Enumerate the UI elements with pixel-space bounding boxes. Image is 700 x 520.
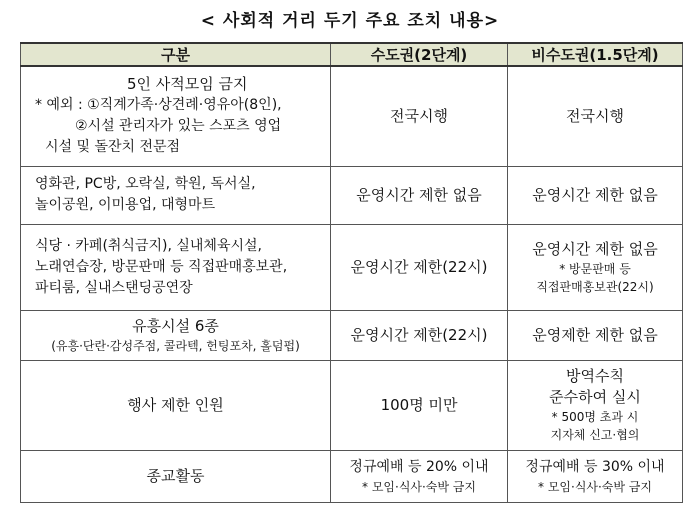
metro-text: 운영시간 제한(22시)	[350, 325, 488, 344]
metro-text: 운영시간 제한(22시)	[350, 257, 488, 276]
nonmetro-cell	[508, 166, 683, 224]
metro-cell	[331, 66, 508, 166]
metro-cell	[331, 360, 508, 450]
header-category: 구분	[21, 43, 331, 66]
metro-note: * 모임·식사·숙박 금지	[362, 479, 476, 494]
category-cell	[21, 66, 331, 166]
nonmetro-cell	[508, 360, 683, 450]
metro-cell	[331, 450, 508, 502]
nonmetro-text: 정규예배 등 30% 이내	[525, 458, 665, 475]
nonmetro-note: * 방문판매 등	[559, 261, 631, 276]
table-row	[21, 450, 683, 502]
nonmetro-cell	[508, 66, 683, 166]
category-text: 파티룸, 실내스탠딩공연장	[35, 279, 193, 296]
nonmetro-cell	[508, 450, 683, 502]
category-text: 놀이공원, 이미용업, 대형마트	[35, 197, 216, 213]
category-text: 영화관, PC방, 오락실, 학원, 독서실,	[35, 176, 256, 192]
nonmetro-note: * 500명 초과 시	[551, 410, 639, 424]
metro-cell	[331, 310, 508, 360]
nonmetro-text: 준수하여 실시	[549, 388, 641, 406]
metro-text: 운영시간 제한 없음	[356, 185, 482, 204]
measures-table	[20, 42, 683, 503]
category-note: 시설 및 돌잔치 전문점	[45, 139, 181, 156]
nonmetro-text: 운영시간 제한 없음	[532, 185, 658, 204]
nonmetro-note: 지자체 신고·협의	[550, 428, 640, 442]
metro-cell	[331, 166, 508, 224]
header-nonmetro: 비수도권(1.5단계)	[508, 43, 683, 66]
category-text: 행사 제한 인원	[127, 395, 224, 414]
table-row	[21, 66, 683, 166]
category-text: 식당 · 카페(취식금지), 실내체육시설,	[35, 237, 262, 254]
category-text: 종교활동	[146, 466, 205, 485]
nonmetro-text: 운영시간 제한 없음	[532, 239, 658, 258]
nonmetro-text: 전국시행	[566, 106, 624, 125]
nonmetro-note: 직접판매홍보관(22시)	[536, 279, 654, 294]
category-note: (유흥·단란·감성주점, 콜라텍, 헌팅포차, 홀덤펍)	[51, 338, 300, 353]
page-title: < 사회적 거리 두기 주요 조치 내용>	[200, 11, 500, 31]
category-note: * 예외 : ①직계가족·상견례·영유아(8인),	[35, 97, 282, 114]
category-text: 5인 사적모임 금지	[127, 75, 248, 94]
nonmetro-text: 운영제한 제한 없음	[532, 325, 658, 344]
metro-text: 100명 미만	[380, 395, 458, 414]
metro-text: 전국시행	[390, 106, 448, 125]
table-header-row	[21, 43, 683, 66]
metro-text: 정규예배 등 20% 이내	[349, 458, 489, 475]
nonmetro-text: 방역수칙	[566, 367, 624, 385]
category-cell	[21, 166, 331, 224]
category-cell	[21, 450, 331, 502]
nonmetro-note: * 모임·식사·숙박 금지	[538, 479, 652, 494]
category-text: 노래연습장, 방문판매 등 직접판매홍보관,	[35, 258, 288, 275]
table-row	[21, 166, 683, 224]
table-row	[21, 224, 683, 310]
nonmetro-cell	[508, 310, 683, 360]
category-text: 유흥시설 6종	[132, 316, 219, 335]
category-note: ②시설 관리자가 있는 스포츠 영업	[75, 118, 282, 135]
category-cell	[21, 360, 331, 450]
header-metro: 수도권(2단계)	[331, 43, 508, 66]
category-cell	[21, 310, 331, 360]
table-row	[21, 360, 683, 450]
nonmetro-cell	[508, 224, 683, 310]
metro-cell	[331, 224, 508, 310]
category-cell	[21, 224, 331, 310]
table-row	[21, 310, 683, 360]
